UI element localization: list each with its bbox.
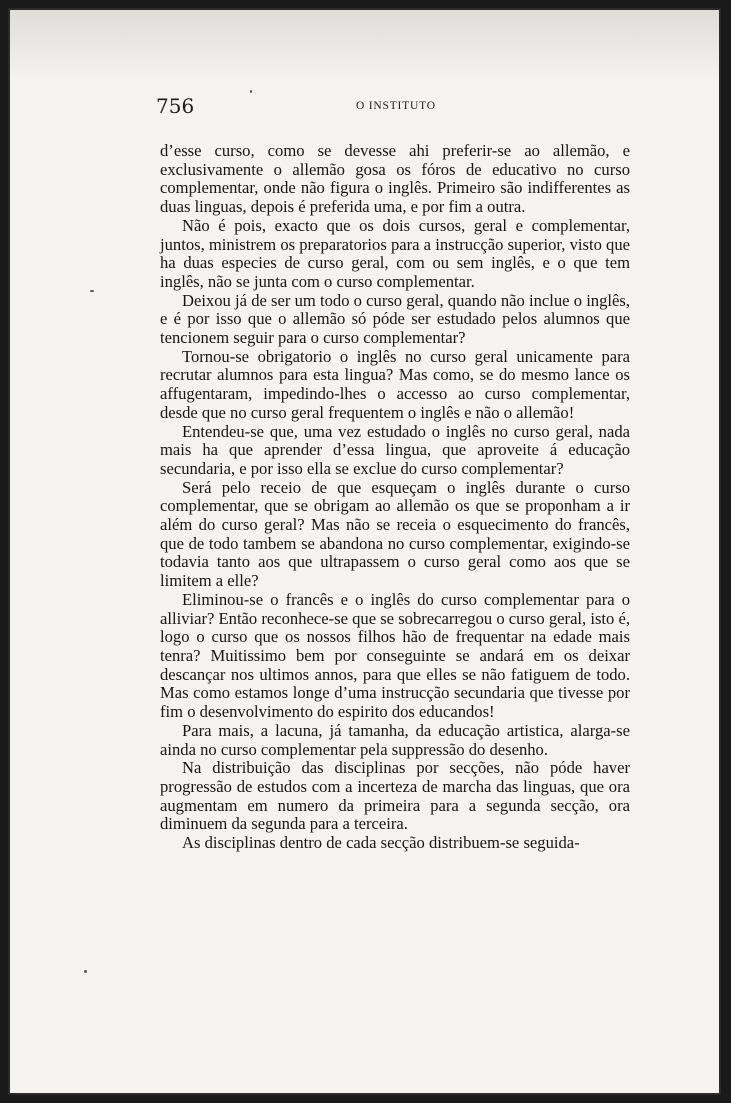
paragraph-9: Na distribuição das disciplinas por secções, não póde haver progressão de estudos com a incerteza de marcha das linguas, que ora augmentam em numero da primeira para a segunda secção, ora diminuem da segunda para a terceira. bbox=[160, 758, 630, 834]
paragraph-7: Eliminou-se o francês e o inglês do curso complementar para o alliviar? Então reconhece-se que se sobrecarregou o curso geral, isto é, logo o curso que os nossos filhos hão de frequentar na edade mais tenra? Muitissimo bem por conseguinte se andará em os deixar descançar nos ultimos annos, para que elles se não fatiguem de todo. Mas como estamos longe d’uma instrucção secundaria que tivesse por fim o desenvolvimento do espirito dos educandos! bbox=[160, 589, 630, 722]
scan-speck bbox=[250, 90, 252, 93]
paragraph-2: Não é pois, exacto que os dois cursos, geral e complementar, juntos, ministrem os preparatorios para a instrucção superior, visto que ha duas especies de curso geral, com ou sem inglês, e o que tem inglês, não se junta com o curso complementar. bbox=[160, 215, 630, 291]
running-title: O INSTITUTO bbox=[356, 100, 436, 112]
scan-speck bbox=[84, 970, 87, 973]
paragraph-8: Para mais, a lacuna, já tamanha, da educação artistica, alarga-se ainda no curso complementar pela suppressão do desenho. bbox=[160, 720, 630, 759]
paragraph-10: As disciplinas dentro de cada secção distribuem-se seguida- bbox=[182, 833, 580, 853]
paragraph-3: Deixou já de ser um todo o curso geral, quando não inclue o inglês, e é por isso que o allemão só póde ser estudado pelos alumnos que tencionem seguir para o curso complementar? bbox=[160, 290, 630, 348]
body-text bbox=[160, 142, 630, 853]
paragraph-1: d’esse curso, como se devesse ahi preferir-se ao allemão, e exclusivamente o allemão gosa os fóros de educativo no curso complementar, onde não figura o inglês. Primeiro são indifferentes as duas linguas, depois é preferida uma, e por fim a outra. bbox=[160, 141, 630, 217]
paragraph-5: Entendeu-se que, uma vez estudado o inglês no curso geral, nada mais ha que aprender d’essa lingua, que aproveite á educação secundaria, e por isso ella se exclue do curso complementar? bbox=[160, 421, 630, 478]
page-number: 756 bbox=[156, 94, 195, 118]
paragraph-6: Será pelo receio de que esqueçam o inglês durante o curso complementar, que se obrigam ao allemão os que se proponham a ir além do curso geral? Mas não se receia o esquecimento do francês, que de todo tambem se abandona no curso complementar, exigindo-se todavia tanto aos que ultrapassem o curso geral como aos que se limitem a elle? bbox=[160, 477, 630, 591]
paragraph-4: Tornou-se obrigatorio o inglês no curso geral unicamente para recrutar alumnos para esta lingua? Mas como, se do mesmo lance os affugentaram, impedindo-lhes o accesso ao curso complementar, desde que no curso geral frequentem o inglês e não o allemão! bbox=[160, 346, 630, 422]
scan-speck bbox=[90, 290, 94, 292]
book-page bbox=[8, 8, 721, 1095]
page-header bbox=[156, 94, 606, 118]
